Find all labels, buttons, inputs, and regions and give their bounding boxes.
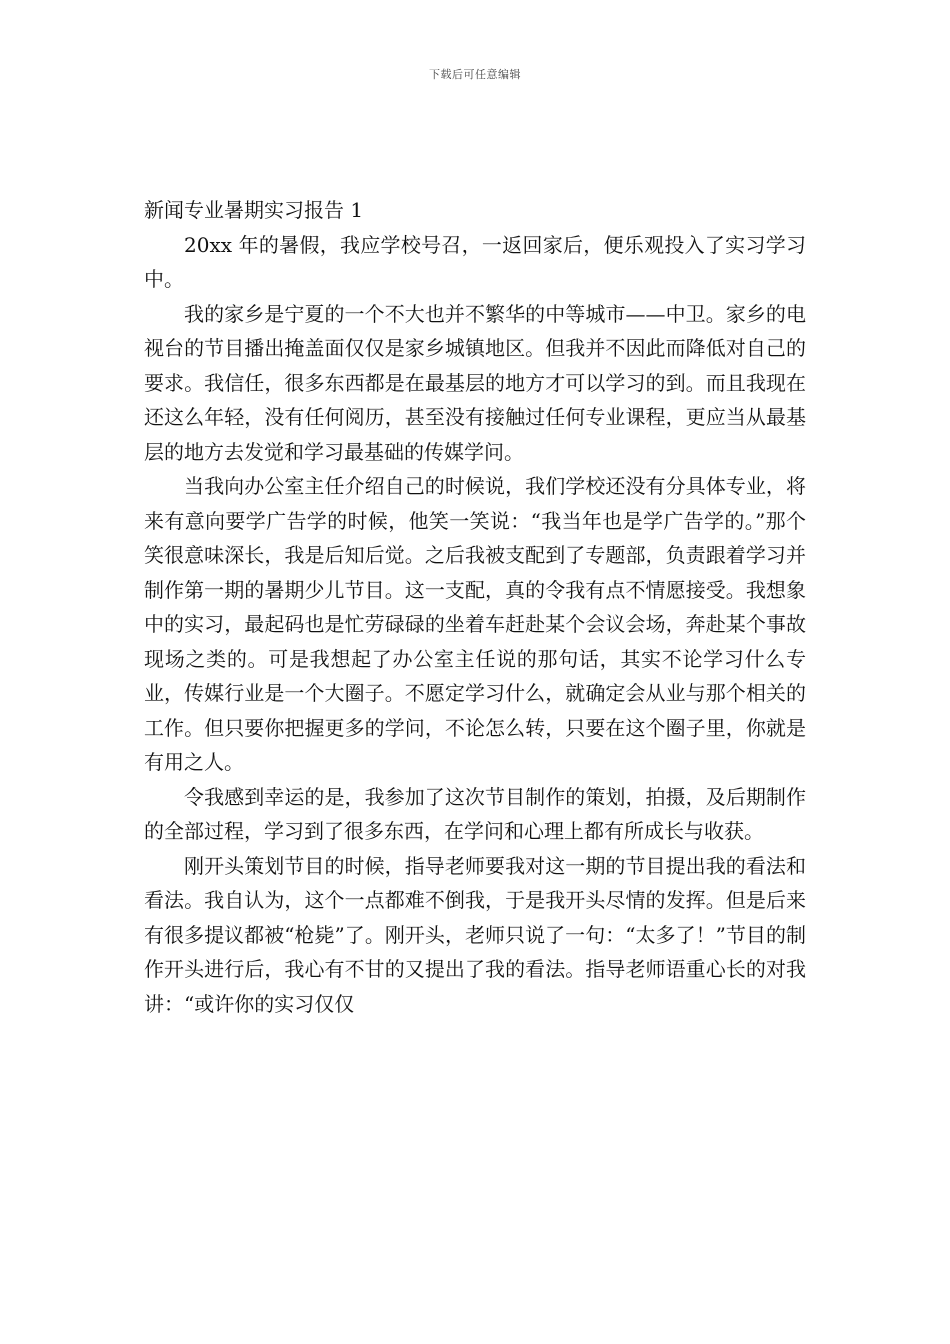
- paragraph: 刚开头策划节目的时候，指导老师要我对这一期的节目提出我的看法和看法。我自认为，这个一点都难不倒我，于是我开头尽情的发挥。但是后来有很多提议都被“枪毙”了。刚开头，老师只说了一句：“太多了！”节目的制作开头进行后，我心有不甘的又提出了我的看法。指导老师语重心长的对我讲：“或许你的实习仅仅: [144, 853, 806, 1016]
- paragraph: 令我感到幸运的是，我参加了这次节目制作的策划，拍摄，及后期制作的全部过程，学习到了很多东西，在学问和心理上都有所成长与收获。: [144, 784, 806, 843]
- paragraph: 当我向办公室主任介绍自己的时候说，我们学校还没有分具体专业，将来有意向要学广告学的时候，他笑一笑说：“我当年也是学广告学的。”那个笑很意味深长，我是后知后觉。之后我被支配到了专题部，负责跟着学习并制作第一期的暑期少儿节目。这一支配，真的令我有点不情愿接受。我想象中的实习，最起码也是忙劳碌碌的坐着车赶赴某个会议会场，奔赴某个事故现场之类的。可是我想起了办公室主任说的那句话，其实不论学习什么专业，传媒行业是一个大圈子。不愿定学习什么，就确定会从业与那个相关的工作。但只要你把握更多的学问，不论怎么转，只要在这个圈子里，你就是有用之人。: [144, 474, 806, 774]
- document-body: [144, 193, 806, 1021]
- paragraph: 20xx 年的暑假，我应学校号召，一返回家后，便乐观投入了实习学习中。: [144, 232, 806, 291]
- paragraph: 我的家乡是宁夏的一个不大也并不繁华的中等城市——中卫。家乡的电视台的节目播出掩盖面仅仅是家乡城镇地区。但我并不因此而降低对自己的要求。我信任，很多东西都是在最基层的地方才可以学习的到。而且我现在还这么年轻，没有任何阅历，甚至没有接触过任何专业课程，更应当从最基层的地方去发觉和学习最基础的传媒学问。: [144, 301, 806, 464]
- header-note: 下载后可任意编辑: [429, 68, 521, 81]
- document-title: 新闻专业暑期实习报告 1: [144, 198, 364, 222]
